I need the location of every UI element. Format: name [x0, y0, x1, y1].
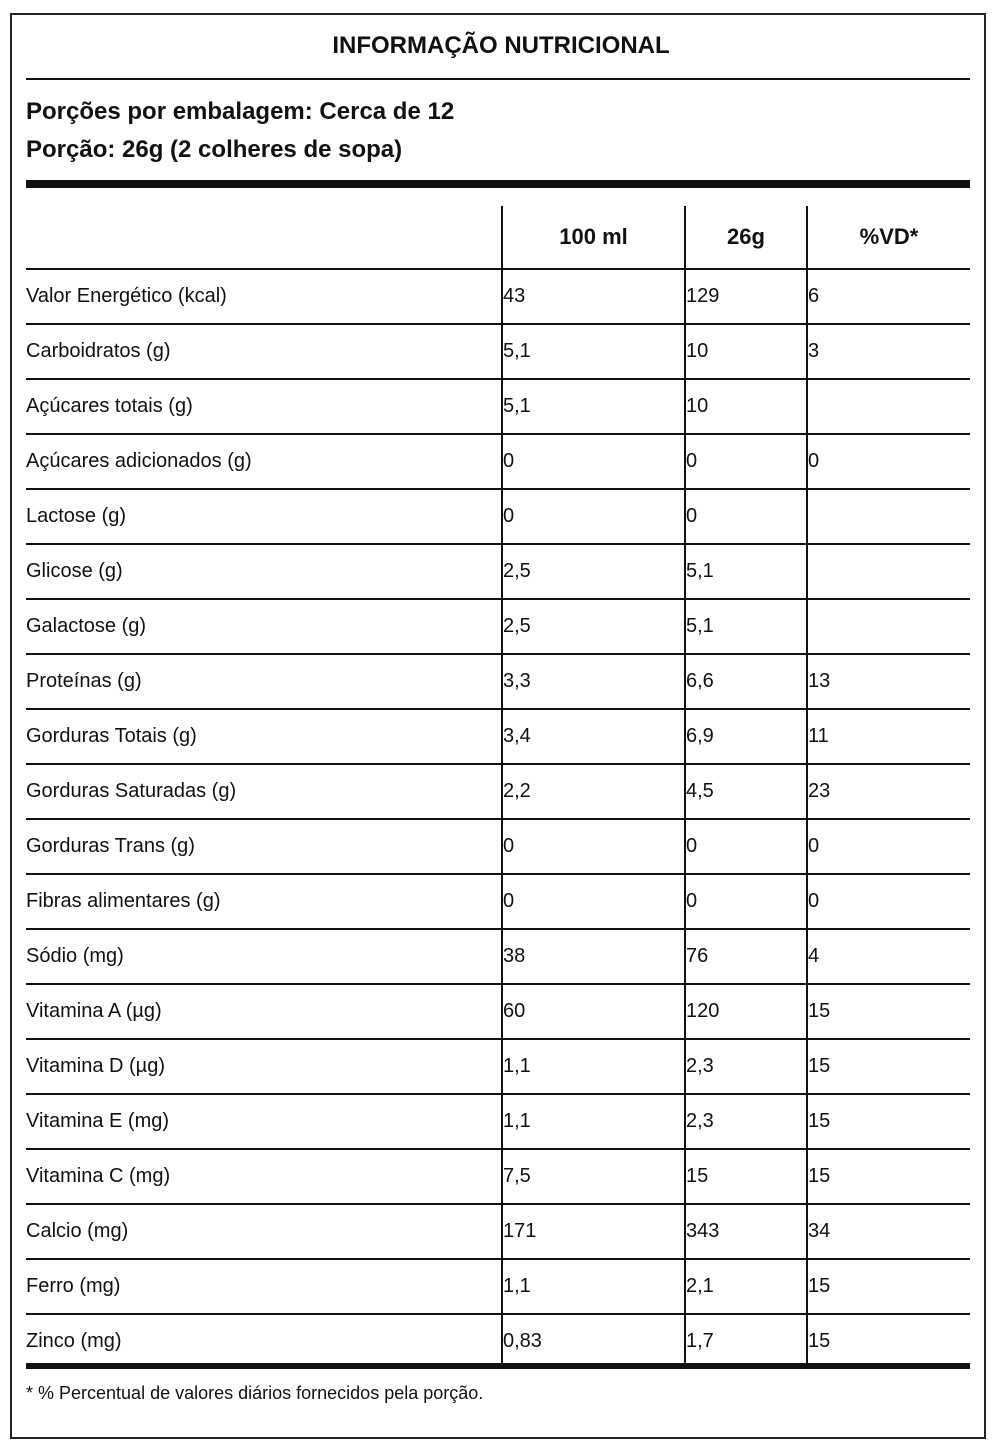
value-per-100ml: 0	[502, 874, 685, 929]
value-per-portion: 2,3	[685, 1039, 807, 1094]
header-per-portion: 26g	[685, 206, 807, 269]
value-daily-percent	[807, 489, 970, 544]
value-per-portion: 2,1	[685, 1259, 807, 1314]
table-header-row	[26, 206, 970, 269]
nutrient-label: Vitamina A (µg)	[26, 984, 502, 1039]
value-per-100ml: 2,2	[502, 764, 685, 819]
title-divider	[26, 78, 970, 80]
nutrient-label: Gorduras Saturadas (g)	[26, 764, 502, 819]
value-per-portion: 5,1	[685, 599, 807, 654]
value-per-portion: 15	[685, 1149, 807, 1204]
value-per-100ml: 60	[502, 984, 685, 1039]
value-per-portion: 120	[685, 984, 807, 1039]
value-per-portion: 10	[685, 324, 807, 379]
nutrient-label: Ferro (mg)	[26, 1259, 502, 1314]
nutrient-label: Gorduras Trans (g)	[26, 819, 502, 874]
value-daily-percent	[807, 599, 970, 654]
table-row	[26, 874, 970, 929]
nutrient-label: Lactose (g)	[26, 489, 502, 544]
value-per-100ml: 7,5	[502, 1149, 685, 1204]
servings-per-package: Porções por embalagem: Cerca de 12	[26, 98, 455, 125]
value-per-100ml: 43	[502, 269, 685, 324]
nutrient-label: Vitamina C (mg)	[26, 1149, 502, 1204]
nutrient-label: Proteínas (g)	[26, 654, 502, 709]
nutrient-label: Açúcares totais (g)	[26, 379, 502, 434]
nutrient-label: Zinco (mg)	[26, 1330, 122, 1352]
value-daily-percent: 0	[807, 434, 970, 489]
value-per-100ml: 0,83	[502, 1314, 685, 1368]
nutrient-label: Fibras alimentares (g)	[26, 874, 502, 929]
table-row	[26, 1314, 970, 1368]
value-daily-percent: 15	[807, 1259, 970, 1314]
value-per-portion: 6,6	[685, 654, 807, 709]
value-per-100ml: 2,5	[502, 599, 685, 654]
value-per-100ml: 1,1	[502, 1039, 685, 1094]
value-per-100ml: 5,1	[502, 379, 685, 434]
value-daily-percent	[807, 544, 970, 599]
value-daily-percent: 15	[807, 1039, 970, 1094]
value-per-portion: 129	[685, 269, 807, 324]
label-title: INFORMAÇÃO NUTRICIONAL	[332, 32, 670, 59]
value-per-100ml: 2,5	[502, 544, 685, 599]
nutrition-table	[26, 206, 970, 1368]
table-row	[26, 544, 970, 599]
table-row	[26, 324, 970, 379]
value-per-100ml: 0	[502, 489, 685, 544]
footnote: * % Percentual de valores diários fornecidos pela porção.	[26, 1383, 484, 1403]
value-daily-percent: 15	[807, 1094, 970, 1149]
value-daily-percent: 13	[807, 654, 970, 709]
table-row	[26, 1039, 970, 1094]
header-daily-value: %VD*	[807, 206, 970, 269]
value-daily-percent: 23	[807, 764, 970, 819]
value-per-portion: 0	[685, 874, 807, 929]
table-row	[26, 654, 970, 709]
nutrient-label: Glicose (g)	[26, 544, 502, 599]
value-daily-percent: 3	[807, 324, 970, 379]
table-row	[26, 599, 970, 654]
value-per-portion: 10	[685, 379, 807, 434]
value-per-portion: 0	[685, 434, 807, 489]
value-daily-percent: 11	[807, 709, 970, 764]
value-per-100ml: 0	[502, 819, 685, 874]
value-per-portion: 5,1	[685, 544, 807, 599]
value-per-100ml: 1,1	[502, 1259, 685, 1314]
nutrient-label: Carboidratos (g)	[26, 324, 502, 379]
value-per-portion: 343	[685, 1204, 807, 1259]
value-per-100ml: 171	[502, 1204, 685, 1259]
table-row	[26, 379, 970, 434]
nutrient-label: Vitamina D (µg)	[26, 1039, 502, 1094]
value-per-portion: 0	[685, 489, 807, 544]
value-daily-percent: 15	[807, 984, 970, 1039]
value-daily-percent: 4	[807, 929, 970, 984]
value-per-portion: 76	[685, 929, 807, 984]
value-per-100ml: 3,4	[502, 709, 685, 764]
value-per-portion: 2,3	[685, 1094, 807, 1149]
nutrient-label: Calcio (mg)	[26, 1204, 502, 1259]
value-daily-percent: 15	[807, 1149, 970, 1204]
table-row	[26, 434, 970, 489]
header-per-100ml: 100 ml	[502, 206, 685, 269]
serving-size: Porção: 26g (2 colheres de sopa)	[26, 136, 403, 163]
header-nutrient	[26, 206, 502, 269]
table-row	[26, 709, 970, 764]
nutrient-label: Açúcares adicionados (g)	[26, 434, 502, 489]
table-row	[26, 1094, 970, 1149]
value-per-100ml: 38	[502, 929, 685, 984]
value-daily-percent: 15	[807, 1314, 970, 1368]
value-per-100ml: 3,3	[502, 654, 685, 709]
value-per-portion: 6,9	[685, 709, 807, 764]
serving-divider	[26, 180, 970, 188]
table-row	[26, 1149, 970, 1204]
value-per-100ml: 5,1	[502, 324, 685, 379]
nutrition-rows	[26, 269, 970, 1368]
table-row	[26, 269, 970, 324]
table-bottom-divider	[26, 1363, 970, 1369]
value-per-portion: 4,5	[685, 764, 807, 819]
table-row	[26, 819, 970, 874]
value-daily-percent: 6	[807, 269, 970, 324]
nutrient-label: Vitamina E (mg)	[26, 1094, 502, 1149]
value-per-100ml: 1,1	[502, 1094, 685, 1149]
nutrient-label: Galactose (g)	[26, 599, 502, 654]
value-per-portion: 1,7	[685, 1314, 807, 1368]
table-row	[26, 764, 970, 819]
table-row	[26, 489, 970, 544]
value-daily-percent: 0	[807, 819, 970, 874]
table-row	[26, 984, 970, 1039]
value-daily-percent: 34	[807, 1204, 970, 1259]
value-per-portion: 0	[685, 819, 807, 874]
value-daily-percent	[807, 379, 970, 434]
table-row	[26, 929, 970, 984]
table-row	[26, 1259, 970, 1314]
table-row	[26, 1204, 970, 1259]
value-daily-percent: 0	[807, 874, 970, 929]
nutrient-label: Sódio (mg)	[26, 929, 502, 984]
value-per-100ml: 0	[502, 434, 685, 489]
nutrient-label: Gorduras Totais (g)	[26, 709, 502, 764]
nutrient-label: Valor Energético (kcal)	[26, 269, 502, 324]
